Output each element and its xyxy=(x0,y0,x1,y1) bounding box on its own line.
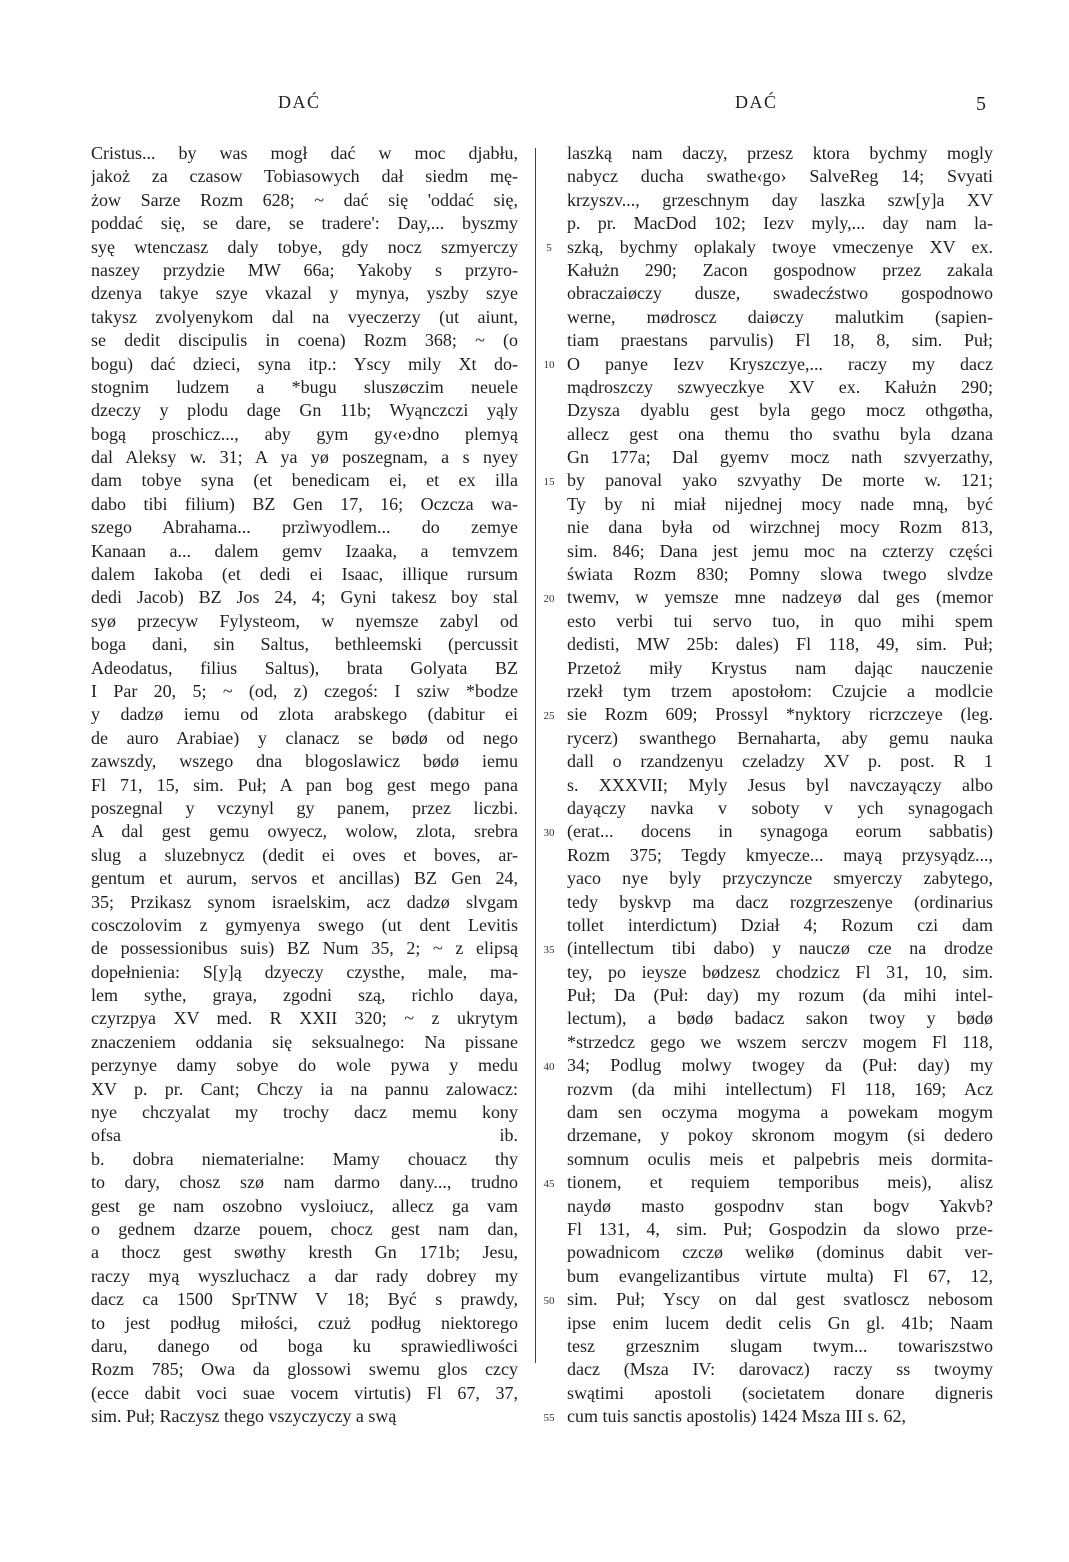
text-line: p. pr. MacDod 102; Iezv myly,... day nam la- xyxy=(567,213,993,234)
text-line: Adeodatus, filius Saltus), brata Golyata BZ xyxy=(91,657,518,678)
text-line: to jest podług miłości, czuż podług niektorego xyxy=(91,1312,518,1333)
text-line: dabo tibi filium) BZ Gen 17, 16; Oczcza wa- xyxy=(91,493,518,514)
text-line: yaco nye byly przyczyncze smyerczy zabytego, xyxy=(567,868,993,889)
text-line: cum tuis sanctis apostolis) 1424 Msza III s. 62, xyxy=(567,1406,906,1427)
text-line: Gn 177a; Dal gyemv mocz nath szvyerzathy, xyxy=(567,447,993,468)
text-line: Ty by ni miał nijednej mocy nade mną, być xyxy=(567,493,993,514)
text-line: stognim ludzem a *bugu sluszøczim neuele xyxy=(91,376,518,397)
text-line: sim. Puł; Yscy on dal gest svatloscz nebosom xyxy=(567,1289,993,1310)
text-line: by panoval yako szvyathy De morte w. 121; xyxy=(567,470,993,491)
text-line: 35; Przikasz synom israelskim, acz dadzø slvgam xyxy=(91,891,518,912)
text-line: lectum), a bødø badacz sakon twoy y bødø xyxy=(567,1008,993,1029)
text-line: tionem, et requiem temporibus meis), alisz xyxy=(567,1172,993,1193)
text-line: se dedit discipulis in coena) Rozm 368; ~ (o xyxy=(91,330,518,351)
text-line: nye chczyalat my trochy dacz memu kony xyxy=(91,1102,518,1123)
text-line: de possessionibus suis) BZ Num 35, 2; ~ z elipsą xyxy=(91,938,518,959)
text-line: obraczaiøczy dusze, swadecźstwo gospodnowo xyxy=(567,283,993,304)
text-line: laszką nam daczy, przesz ktora bychmy mogly xyxy=(567,143,993,163)
text-line: poszegnal y vczynyl gy panem, przez liczbi. xyxy=(91,797,518,818)
text-line: nie dana była od wirzchnej mocy Rozm 813, xyxy=(567,517,993,538)
text-line: (intellectum tibi dabo) y nauczø cze na drodze xyxy=(567,938,993,959)
text-line: Kałużn 290; Zacon gospodnow przez zakala xyxy=(567,259,993,280)
text-line: somnum oculis meis et palpebris meis dormita- xyxy=(567,1148,993,1169)
text-line: Rozm 375; Tegdy kmyecze... mayą przysyądz..., xyxy=(567,844,993,865)
text-line: syę wtenczasz daly tobye, gdy nocz szmyerczy xyxy=(91,236,518,257)
text-line: gest ge nam oszobno vysloiucz, allecz ga vam xyxy=(91,1195,518,1216)
text-line: b. dobra niematerialne: Mamy chouacz thy xyxy=(91,1148,518,1169)
text-line: raczy myą wyszluchacz a dar rady dobrey my xyxy=(91,1265,518,1286)
right-text-column xyxy=(567,142,993,1428)
text-line: Fl 131, 4, sim. Puł; Gospodzin da slowo prze- xyxy=(567,1218,993,1239)
text-line: lem sythe, graya, zgodni szą, richlo daya, xyxy=(91,985,518,1006)
text-line: de auro Arabiae) y clanacz se bødø od nego xyxy=(91,727,518,748)
text-line: sim. Puł; Raczysz thego vszyczyczy a swą xyxy=(91,1406,397,1427)
text-line: rozvm (da mihi intellectum) Fl 118, 169; Acz xyxy=(567,1078,993,1099)
text-line: dzenya takye szye vkazal y mynya, yszby szye xyxy=(91,283,518,304)
line-number: 55 xyxy=(543,1411,555,1424)
text-line: a thocz gest swøthy kresth Gn 171b; Jesu, xyxy=(91,1242,518,1263)
text-line: bogu) dać dzieci, syna itp.: Yscy mily Xt do- xyxy=(91,353,518,374)
text-line: sim. 846; Dana jest jemu moc na czterzy części xyxy=(567,540,993,561)
text-line: tiam praestans parvulis) Fl 18, 8, sim. Puł; xyxy=(567,330,993,351)
text-line: nabycz ducha swathe‹go› SalveReg 14; Svyati xyxy=(567,166,993,187)
text-line: świata Rozm 830; Pomny slowa twego slvdze xyxy=(567,564,993,585)
text-line: dam sen oczyma mogyma a powekam mogym xyxy=(567,1102,993,1123)
line-number: 10 xyxy=(543,358,555,371)
text-line: cosczolovim z gymyenya swego (ut dent Levitis xyxy=(91,914,518,935)
text-line: Dzysza dyablu gest byla gego mocz othgøtha, xyxy=(567,400,993,421)
text-line: Rozm 785; Owa da glossowi swemu glos czcy xyxy=(91,1359,518,1380)
text-line: naydø masto gospodnv stan bogv Yakvb? xyxy=(567,1195,993,1216)
line-number: 25 xyxy=(543,709,555,722)
text-line: *strzedcz gego we wszem serczv mogem Fl 118, xyxy=(567,1031,993,1052)
text-line: sie Rozm 609; Prossyl *nyktory ricrzczeye (leg. xyxy=(567,704,993,725)
left-text-column xyxy=(91,142,518,1428)
text-line: zawszdy, wszego dna blogoslawicz bødø iemu xyxy=(91,751,518,772)
text-line: drzemane, y pokoy skronom mogym (si dedero xyxy=(567,1125,993,1146)
text-line: poddać się, se dare, se tradere': Day,... byszmy xyxy=(91,213,518,234)
text-line: dal Aleksy w. 31; A ya yø poszegnam, a s nyey xyxy=(91,447,518,468)
text-line: y dadzø iemu od zlota arabskego (dabitur ei xyxy=(91,704,518,725)
text-line: ofsa ib. xyxy=(91,1125,518,1146)
text-line: 34; Podlug molwy twogey da (Puł: day) my xyxy=(567,1055,993,1076)
text-line: I Par 20, 5; ~ (od, z) czegoś: I sziw *bodze xyxy=(91,680,518,701)
text-line: krzyszv..., grzeschnym day laszka szw[y]a XV xyxy=(567,189,993,210)
text-line: slug a sluzebnycz (dedit ei oves et boves, ar- xyxy=(91,844,518,865)
text-line: twemv, w yemsze mne nadzeyø dal ges (memor xyxy=(567,587,993,608)
text-line: szką, bychmy oplakaly twoye vmeczenye XV ex. xyxy=(567,236,993,257)
text-line: dall o rzandzenyu czeladzy XV p. post. R 1 xyxy=(567,751,993,772)
header-right-title: DAĆ xyxy=(735,92,778,112)
text-line: Puł; Da (Puł: day) my rozum (da mihi intel- xyxy=(567,985,993,1006)
line-number: 50 xyxy=(543,1294,555,1307)
text-line: rycerz) swanthego Bernaharta, aby gemu nauka xyxy=(567,727,993,748)
text-line: bogą proschicz..., aby gym gy‹e›dno plemyą xyxy=(91,423,518,444)
text-line: dayączy navka v soboty v ych synagogach xyxy=(567,797,993,818)
text-line: bum evangelizantibus virtute multa) Fl 67, 12, xyxy=(567,1265,993,1286)
text-line: czyrzpya XV med. R XXII 320; ~ z ukrytym xyxy=(91,1008,518,1029)
text-line: Cristus... by was mogł dać w moc djabłu, xyxy=(91,143,518,163)
text-line: dalem Iakoba (et dedi ei Isaac, illique rursum xyxy=(91,564,518,585)
text-line: powadnicom czczø welikø (dominus dabit ver- xyxy=(567,1242,993,1263)
line-number: 45 xyxy=(543,1177,555,1190)
text-line: (ecce dabit voci suae vocem virtutis) Fl 67, 37, xyxy=(91,1382,518,1403)
text-line: takysz zvolyenykom dal na vyeczerzy (ut aiunt, xyxy=(91,306,518,327)
text-line: gentum et aurum, servos et ancillas) BZ Gen 24, xyxy=(91,868,518,889)
text-line: boga dani, sin Saltus, bethleemski (percussit xyxy=(91,634,518,655)
text-line: swątimi apostoli (societatem donare digneris xyxy=(567,1382,993,1403)
text-line: ipse enim lucem dedit celis Gn gl. 41b; Naam xyxy=(567,1312,993,1333)
text-line: s. XXXVII; Myly Jesus byl navczayączy albo xyxy=(567,774,993,795)
text-line: znaczeniem oddania się seksualnego: Na pissane xyxy=(91,1031,518,1052)
text-line: syø przecyw Fylysteom, w nyemsze zabyl od xyxy=(91,610,518,631)
page-number: 5 xyxy=(976,93,986,115)
text-line: jakoż za czasow Tobiasowych dał siedm mę- xyxy=(91,166,518,187)
text-line: Kanaan a... dalem gemv Izaaka, a temvzem xyxy=(91,540,518,561)
text-line: o gednem dzarze pouem, chocz gest nam dan, xyxy=(91,1218,518,1239)
text-line: O panye Iezv Kryszczye,... raczy my dacz xyxy=(567,353,993,374)
text-line: werne, mødroscz daiøczy malutkim (sapien- xyxy=(567,306,993,327)
text-line: esto verbi tui servo tuo, in quo mihi spem xyxy=(567,610,993,631)
text-line: (erat... docens in synagoga eorum sabbatis) xyxy=(567,821,993,842)
column-divider xyxy=(535,148,536,1363)
text-line: Przetoż miły Krystus nam dając nauczenie xyxy=(567,657,993,678)
text-line: tollet interdictum) Dział 4; Rozum czi dam xyxy=(567,914,993,935)
text-line: tey, po ieysze bødzesz chodzicz Fl 31, 10, sim. xyxy=(567,961,993,982)
text-line: tesz grzesznim slugam twym... towariszstwo xyxy=(567,1335,993,1356)
text-line: dacz (Msza IV: darovacz) raczy ss twoymy xyxy=(567,1359,993,1380)
line-number: 5 xyxy=(546,241,552,254)
text-line: dacz ca 1500 SprTNW V 18; Być s prawdy, xyxy=(91,1289,518,1310)
text-line: żow Sarze Rozm 628; ~ dać się 'oddać się, xyxy=(91,189,518,210)
text-line: Fl 71, 15, sim. Puł; A pan bog gest mego pana xyxy=(91,774,518,795)
header-left-title: DAĆ xyxy=(278,92,321,112)
text-line: daru, danego od boga ku sprawiedliwości xyxy=(91,1335,518,1356)
line-number: 35 xyxy=(543,943,555,956)
text-line: A dal gest gemu owyecz, wolow, zlota, srebra xyxy=(91,821,518,842)
text-line: tedy byskvp ma dacz rozgrzeszenye (ordinarius xyxy=(567,891,993,912)
text-line: naszey przydzie MW 66a; Yakoby s przyro- xyxy=(91,259,518,280)
text-line: mądroszczy szwyeczkye XV ex. Kałużn 290; xyxy=(567,376,993,397)
text-line: XV p. pr. Cant; Chczy ia na pannu zalowacz: xyxy=(91,1078,518,1099)
text-line: dopełnienia: S[y]ą dzyeczy czysthe, male, ma- xyxy=(91,961,518,982)
text-line: dedi Jacob) BZ Jos 24, 4; Gyni takesz boy stal xyxy=(91,587,518,608)
text-line: dam tobye syna (et benedicam ei, et ex illa xyxy=(91,470,518,491)
text-line: dedisti, MW 25b: dales) Fl 118, 49, sim. Puł; xyxy=(567,634,993,655)
text-line: allecz gest ona themu tho svathu byla dzana xyxy=(567,423,993,444)
text-line: rzekł tym trzem apostołom: Czujcie a modlcie xyxy=(567,680,993,701)
text-line: szego Abrahama... przìwyodlem... do zemye xyxy=(91,517,518,538)
line-number: 30 xyxy=(543,826,555,839)
text-line: dzeczy y plodu dage Gn 11b; Wyąnczczi yąly xyxy=(91,400,518,421)
line-number: 15 xyxy=(543,475,555,488)
line-number: 20 xyxy=(543,592,555,605)
line-number: 40 xyxy=(543,1060,555,1073)
text-line: perzynye damy sobye do wole pywa y medu xyxy=(91,1055,518,1076)
text-line: to dary, chosz szø nam darmo dany..., trudno xyxy=(91,1172,518,1193)
